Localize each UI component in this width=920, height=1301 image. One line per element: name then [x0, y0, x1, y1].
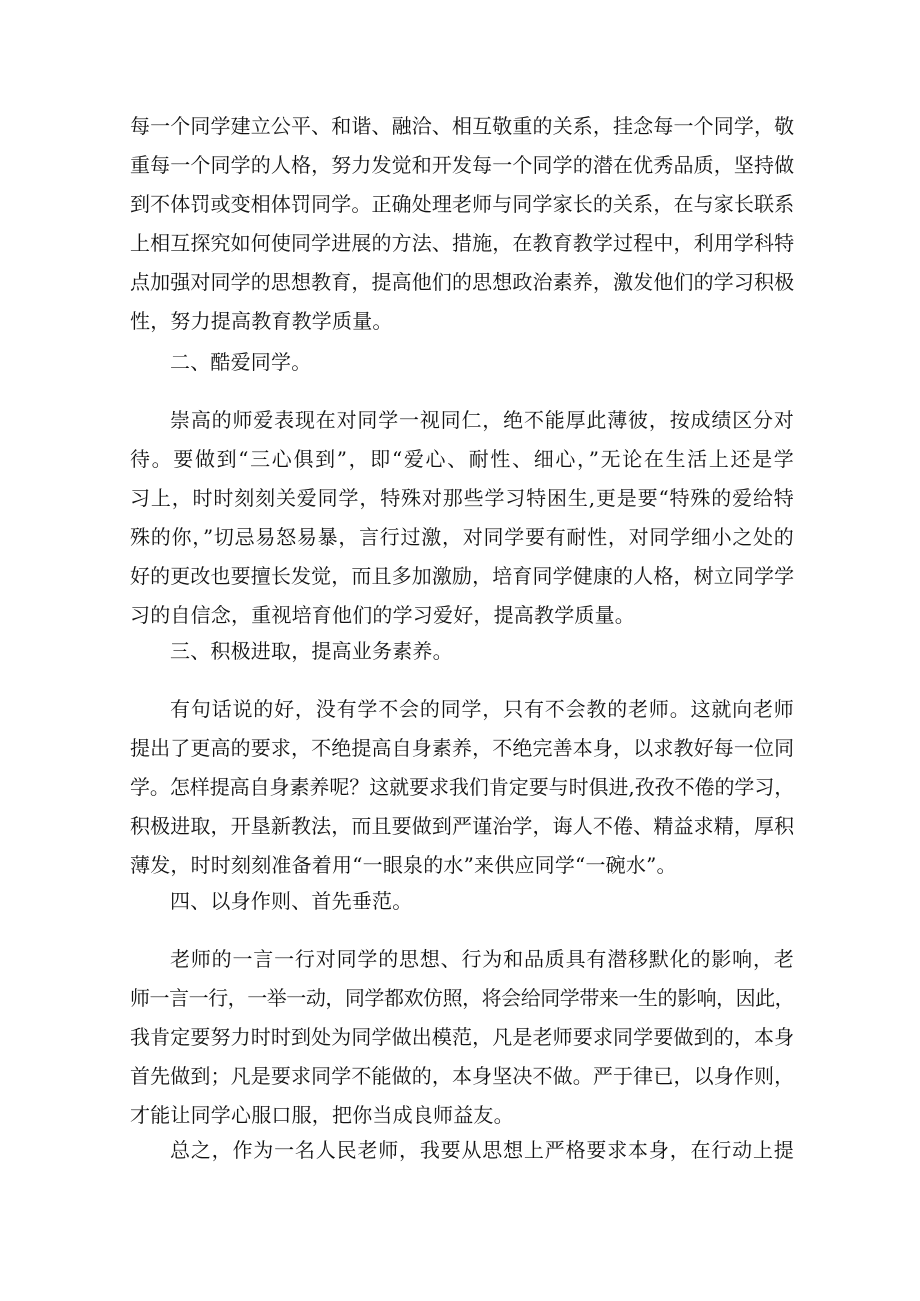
paragraph-1-line: 每一个同学建立公平、和谐、融洽、相互敬重的关系，挂念每一个同学，敬 [130, 114, 794, 138]
paragraph-2-line: 殊的你，”切忌易怒易暴，言行过激，对同学要有耐性，对同学细小之处的 [130, 525, 794, 549]
paragraph-3 [130, 690, 794, 885]
section-heading-3-text: 三、积极进取，提高业务素养。 [170, 639, 453, 663]
paragraph-3-line: 学。怎样提高自身素养呢？这就要求我们肯定要与时俱进,孜孜不倦的学习， [130, 775, 794, 799]
paragraph-2-line: 习的自信念，重视培育他们的学习爱好，提高教学质量。 [130, 603, 635, 627]
paragraph-4-line: 师一言一行，一举一动，同学都欢仿照，将会给同学带来一生的影响，因此， [130, 986, 794, 1010]
paragraph-2-line: 好的更改也要擅长发觉，而且多加激励，培育同学健康的人格，树立同学学 [130, 564, 794, 588]
paragraph-4 [130, 940, 794, 1135]
paragraph-5-line: 总之，作为一名人民老师，我要从思想上严格要求本身，在行动上提 [170, 1138, 794, 1162]
paragraph-3-line: 积极进取，开垦新教法，而且要做到严谨治学，诲人不倦、精益求精，厚积 [130, 814, 794, 838]
section-heading-2-text: 二、酷爱同学。 [170, 350, 312, 374]
paragraph-1 [130, 107, 794, 341]
section-heading-4-text: 四、以身作则、首先垂范。 [170, 889, 413, 913]
paragraph-4-line: 我肯定要努力时时到处为同学做出模范，凡是老师要求同学要做到的，本身 [130, 1025, 794, 1049]
paragraph-2 [130, 401, 794, 635]
paragraph-2-line: 待。要做到“三心俱到”，即“爱心、耐性、细心，”无论在生活上还是学 [130, 447, 794, 471]
section-heading-2 [130, 343, 794, 382]
paragraph-1-line: 点加强对同学的思想教育，提高他们的思想政治素养，激发他们的学习积极 [130, 270, 794, 294]
section-heading-4 [130, 882, 794, 921]
paragraph-1-line: 性，努力提高教育教学质量。 [130, 309, 393, 333]
section-heading-3 [130, 632, 794, 671]
paragraph-5 [130, 1131, 794, 1170]
paragraph-4-line: 才能让同学心服口服，把你当成良师益友。 [130, 1103, 514, 1127]
paragraph-2-line: 崇高的师爱表现在对同学一视同仁，绝不能厚此薄彼，按成绩区分对 [170, 408, 794, 432]
paragraph-3-line: 有句话说的好，没有学不会的同学，只有不会教的老师。这就向老师 [170, 697, 794, 721]
paragraph-1-line: 到不体罚或变相体罚同学。正确处理老师与同学家长的关系，在与家长联系 [130, 192, 794, 216]
paragraph-3-line: 薄发，时时刻刻准备着用“一眼泉的水”来供应同学“一碗水”。 [130, 853, 677, 877]
paragraph-3-line: 提出了更高的要求，不绝提高自身素养，不绝完善本身，以求教好每一位同 [130, 736, 794, 760]
paragraph-2-line: 习上，时时刻刻关爱同学，特殊对那些学习特困生,更是要“特殊的爱给特 [130, 486, 794, 510]
paragraph-1-line: 重每一个同学的人格，努力发觉和开发每一个同学的潜在优秀品质，坚持做 [130, 153, 794, 177]
paragraph-4-line: 老师的一言一行对同学的思想、行为和品质具有潜移默化的影响，老 [170, 947, 794, 971]
paragraph-4-line: 首先做到；凡是要求同学不能做的，本身坚决不做。严于律已，以身作则， [130, 1064, 794, 1088]
paragraph-1-line: 上相互探究如何使同学进展的方法、措施，在教育教学过程中，利用学科特 [130, 231, 794, 255]
